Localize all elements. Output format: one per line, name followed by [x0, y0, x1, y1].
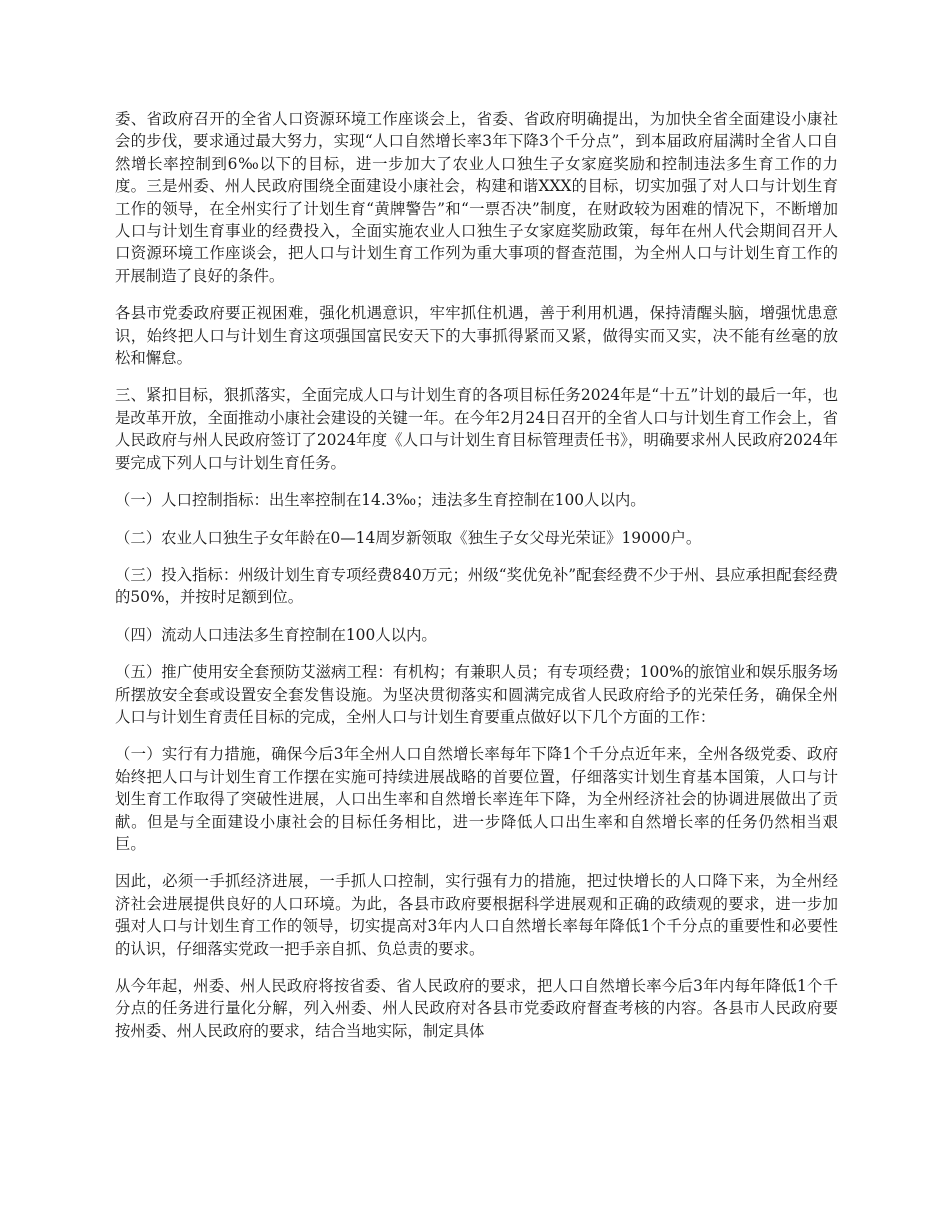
- paragraph-6: （三）投入指标：州级计划生育专项经费840万元；州级“奖优免补”配套经费不少于州、县应承担配套经费的50%，并按时足额到位。: [115, 565, 838, 607]
- paragraph-7: （四）流动人口违法多生育控制在100人以内。: [115, 625, 437, 644]
- paragraph-5: （二）农业人口独生子女年龄在0—14周岁新领取《独生子女父母光荣证》19000户。: [115, 528, 702, 547]
- paragraph-8: （五）推广使用安全套预防艾滋病工程：有机构；有兼职人员；有专项经费；100%的旅馆业和娱乐服务场所摆放安全套或设置安全套发售设施。为坚决贯彻落实和圆满完成省人民政府给予的光荣任务，确保全州人口与计划生育责任目标的完成，全州人口与计划生育要重点做好以下几个方面的工作：: [115, 663, 838, 726]
- paragraph-9: （一）实行有力措施，确保今后3年全州人口自然增长率每年下降1个千分点近年来，全州各级党委、政府始终把人口与计划生育工作摆在实施可持续进展战略的首要位置，仔细落实计划生育基本国策，人口与计划生育工作取得了突破性进展，人口出生率和自然增长率连年下降，为全州经济社会的协调进展做出了贡献。但是与全面建设小康社会的目标任务相比，进一步降低人口出生率和自然增长率的任务仍然相当艰巨。: [115, 745, 838, 853]
- paragraph-2: 各县市党委政府要正视困难，强化机遇意识，牢牢抓住机遇，善于利用机遇，保持清醒头脑，增强忧患意识，始终把人口与计划生育这项强国富民安天下的大事抓得紧而又紧，做得实而又实，决不能有丝毫的放松和懈怠。: [115, 304, 838, 368]
- paragraph-1: 委、省政府召开的全省人口资源环境工作座谈会上，省委、省政府明确提出，为加快全省全面建设小康社会的步伐，要求通过最大努力，实现“人口自然增长率3年下降3个千分点”，到本届政府届满时全省人口自然增长率控制到6‰以下的目标，进一步加大了农业人口独生子女家庭奖励和控制违法多生育工作的力度。三是州委、州人民政府围绕全面建设小康社会，构建和谐XXX的目标，切实加强了对人口与计划生育工作的领导，在全州实行了计划生育“黄牌警告”和“一票否决”制度，在财政较为困难的情况下，不断增加人口与计划生育事业的经费投入，全面实施农业人口独生子女家庭奖励政策，每年在州人代会期间召开人口资源环境工作座谈会，把人口与计划生育工作列为重大事项的督查范围，为全州人口与计划生育工作的开展制造了良好的条件。: [115, 110, 838, 285]
- document-body: [115, 108, 838, 1057]
- paragraph-11: 从今年起，州委、州人民政府将按省委、省人民政府的要求，把人口自然增长率今后3年内每年降低1个千分点的任务进行量化分解，列入州委、州人民政府对各县市党委政府督查考核的内容。各县市人民政府要按州委、州人民政府的要求，结合当地实际，制定具体: [115, 977, 838, 1040]
- paragraph-10: 因此，必须一手抓经济进展，一手抓人口控制，实行强有力的措施，把过快增长的人口降下来，为全州经济社会进展提供良好的人口环境。为此，各县市政府要根据科学进展观和正确的政绩观的要求，进一步加强对人口与计划生育工作的领导，切实提高对3年内人口自然增长率每年降低1个千分点的重要性和必要性的认识，仔细落实党政一把手亲自抓、负总责的要求。: [115, 872, 838, 958]
- paragraph-3: 三、紧扣目标，狠抓落实，全面完成人口与计划生育的各项目标任务2024年是“十五”计划的最后一年，也是改革开放，全面推动小康社会建设的关键一年。在今年2月24日召开的全省人口与计划生育工作会上，省人民政府与州人民政府签订了2024年度《人口与计划生育目标管理责任书》，明确要求州人民政府2024年要完成下列人口与计划生育任务。: [115, 386, 838, 472]
- paragraph-4: （一）人口控制指标：出生率控制在14.3‰；违法多生育控制在100人以内。: [115, 491, 646, 510]
